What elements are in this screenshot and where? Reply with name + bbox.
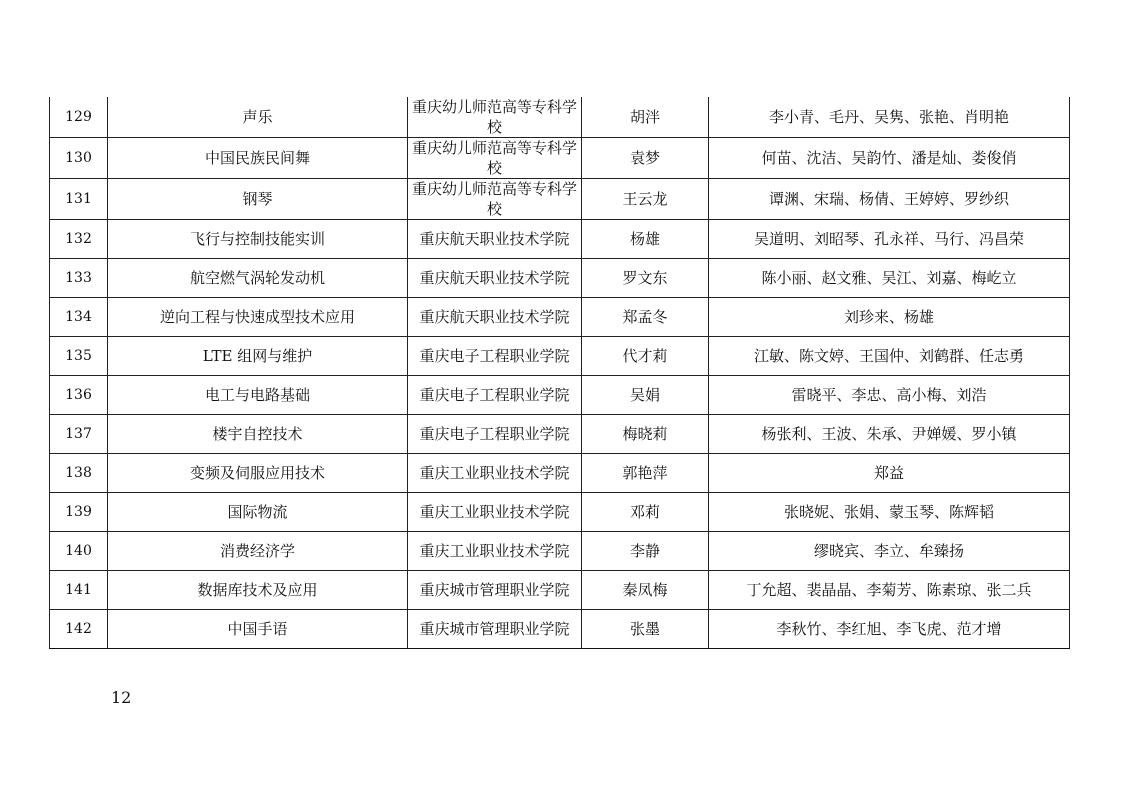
row-number-cell: 137 — [50, 415, 108, 454]
row-number-cell: 140 — [50, 532, 108, 571]
team-members-cell: 丁允超、裴晶晶、李菊芳、陈素琼、张二兵 — [709, 571, 1070, 610]
table-row — [50, 220, 1070, 259]
team-leader-cell: 郑孟冬 — [582, 298, 709, 337]
team-members-cell: 刘珍来、杨雄 — [709, 298, 1070, 337]
school-name-cell: 重庆幼儿师范高等专科学校 — [408, 179, 582, 220]
school-name-cell: 重庆工业职业技术学院 — [408, 532, 582, 571]
row-number-cell: 132 — [50, 220, 108, 259]
table-row — [50, 298, 1070, 337]
team-members-cell: 张晓妮、张娟、蒙玉琴、陈辉韬 — [709, 493, 1070, 532]
row-number-cell: 141 — [50, 571, 108, 610]
course-name-cell: 数据库技术及应用 — [108, 571, 408, 610]
row-number-cell: 138 — [50, 454, 108, 493]
school-name-cell: 重庆电子工程职业学院 — [408, 337, 582, 376]
team-leader-cell: 张墨 — [582, 610, 709, 649]
team-members-cell: 吴道明、刘昭琴、孔永祥、马行、冯昌荣 — [709, 220, 1070, 259]
team-leader-cell: 王云龙 — [582, 179, 709, 220]
team-members-cell: 谭渊、宋瑞、杨倩、王婷婷、罗纱织 — [709, 179, 1070, 220]
team-leader-cell: 秦凤梅 — [582, 571, 709, 610]
row-number-cell: 133 — [50, 259, 108, 298]
row-number-cell: 136 — [50, 376, 108, 415]
row-number-cell: 129 — [50, 97, 108, 138]
team-members-cell: 杨张利、王波、朱承、尹婵媛、罗小镇 — [709, 415, 1070, 454]
course-name-cell: 钢琴 — [108, 179, 408, 220]
team-members-cell: 郑益 — [709, 454, 1070, 493]
row-number-cell: 135 — [50, 337, 108, 376]
team-leader-cell: 梅晓莉 — [582, 415, 709, 454]
team-members-cell: 何苗、沈洁、吴韵竹、潘是灿、娄俊俏 — [709, 138, 1070, 179]
course-name-cell: 国际物流 — [108, 493, 408, 532]
page-number: 12 — [111, 688, 132, 707]
course-name-cell: 航空燃气涡轮发动机 — [108, 259, 408, 298]
course-name-cell: 变频及伺服应用技术 — [108, 454, 408, 493]
school-name-cell: 重庆电子工程职业学院 — [408, 376, 582, 415]
team-leader-cell: 代才莉 — [582, 337, 709, 376]
course-name-cell: 楼宇自控技术 — [108, 415, 408, 454]
team-leader-cell: 李静 — [582, 532, 709, 571]
school-name-cell: 重庆工业职业技术学院 — [408, 493, 582, 532]
course-name-cell: 中国民族民间舞 — [108, 138, 408, 179]
table-row — [50, 532, 1070, 571]
school-name-cell: 重庆城市管理职业学院 — [408, 571, 582, 610]
row-number-cell: 134 — [50, 298, 108, 337]
course-name-cell: 飞行与控制技能实训 — [108, 220, 408, 259]
course-name-cell: 电工与电路基础 — [108, 376, 408, 415]
team-members-cell: 李小青、毛丹、吴隽、张艳、肖明艳 — [709, 97, 1070, 138]
course-name-cell: 消费经济学 — [108, 532, 408, 571]
team-leader-cell: 杨雄 — [582, 220, 709, 259]
school-name-cell: 重庆航天职业技术学院 — [408, 220, 582, 259]
row-number-cell: 139 — [50, 493, 108, 532]
team-members-cell: 陈小丽、赵文雅、吴江、刘嘉、梅屹立 — [709, 259, 1070, 298]
row-number-cell: 131 — [50, 179, 108, 220]
course-name-cell: 声乐 — [108, 97, 408, 138]
team-members-cell: 江敏、陈文婷、王国仲、刘鹤群、任志勇 — [709, 337, 1070, 376]
table-row — [50, 493, 1070, 532]
table-row — [50, 415, 1070, 454]
table-row — [50, 571, 1070, 610]
team-leader-cell: 吴娟 — [582, 376, 709, 415]
team-leader-cell: 郭艳萍 — [582, 454, 709, 493]
course-name-cell: 中国手语 — [108, 610, 408, 649]
table-row — [50, 337, 1070, 376]
school-name-cell: 重庆航天职业技术学院 — [408, 259, 582, 298]
school-name-cell: 重庆工业职业技术学院 — [408, 454, 582, 493]
table-row — [50, 454, 1070, 493]
course-team-table — [49, 97, 1070, 649]
school-name-cell: 重庆航天职业技术学院 — [408, 298, 582, 337]
school-name-cell: 重庆城市管理职业学院 — [408, 610, 582, 649]
team-members-cell: 缪晓宾、李立、牟臻扬 — [709, 532, 1070, 571]
team-leader-cell: 罗文东 — [582, 259, 709, 298]
course-name-cell: LTE 组网与维护 — [108, 337, 408, 376]
table-row — [50, 259, 1070, 298]
team-members-cell: 李秋竹、李红旭、李飞虎、范才增 — [709, 610, 1070, 649]
team-leader-cell: 胡泮 — [582, 97, 709, 138]
course-name-cell: 逆向工程与快速成型技术应用 — [108, 298, 408, 337]
table-row — [50, 179, 1070, 220]
team-leader-cell: 袁梦 — [582, 138, 709, 179]
table-row — [50, 610, 1070, 649]
team-members-cell: 雷晓平、李忠、高小梅、刘浩 — [709, 376, 1070, 415]
table-row — [50, 376, 1070, 415]
table-row — [50, 97, 1070, 138]
team-leader-cell: 邓莉 — [582, 493, 709, 532]
row-number-cell: 130 — [50, 138, 108, 179]
table-row — [50, 138, 1070, 179]
school-name-cell: 重庆幼儿师范高等专科学校 — [408, 97, 582, 138]
school-name-cell: 重庆电子工程职业学院 — [408, 415, 582, 454]
row-number-cell: 142 — [50, 610, 108, 649]
table-body — [50, 97, 1070, 649]
school-name-cell: 重庆幼儿师范高等专科学校 — [408, 138, 582, 179]
